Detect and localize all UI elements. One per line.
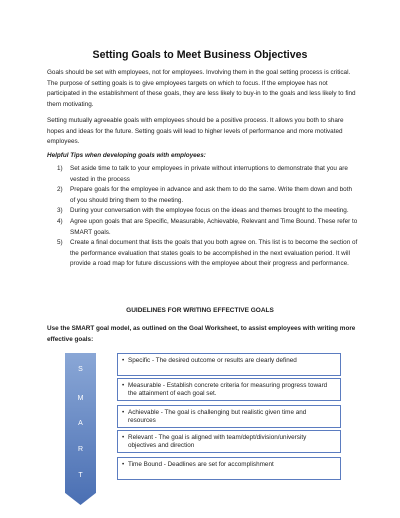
smart-item-text: Relevant - The goal is aligned with team/dept/division/university objectives and direction — [128, 434, 307, 449]
smart-item-text: Achievable - The goal is challenging but realistic given time and resources — [128, 409, 307, 424]
list-text: Create a final document that lists the goals that you both agree on. This list is to become the section of the performance evaluation that states goals to be accomplished in the next evaluation period. It will provide a road map for future discussions with the employee about their progress and performance. — [70, 239, 358, 268]
bullet-icon: • — [122, 434, 125, 441]
list-number: 4) — [57, 217, 63, 225]
list-number: 2) — [57, 186, 63, 194]
list-text: Agree upon goals that are Specific, Measurable, Achievable, Relevant and Time Bound. These refer to SMART goals. — [70, 217, 358, 236]
list-item — [47, 185, 359, 206]
second-paragraph: Setting mutually agreeable goals with employees should be a positive process. It allows you both to share hopes and ideas for the future. Setting goals will lead to higher levels of performance and more motivated employees. — [47, 117, 344, 146]
list-number: 3) — [57, 207, 63, 215]
smart-item-text: Time Bound - Deadlines are set for accomplishment — [128, 461, 274, 468]
list-text: During your conversation with the employee focus on the ideas and themes brought to the meeting. — [70, 207, 349, 215]
list-item — [47, 164, 359, 185]
smart-letter-t: T — [78, 472, 83, 479]
smart-item-measurable — [117, 378, 341, 401]
list-number: 5) — [57, 239, 63, 247]
smart-letter-m: M — [77, 395, 84, 402]
bullet-icon: • — [122, 461, 125, 468]
intro-paragraph: Goals should be set with employees, not for employees. Involving them in the goal setting process is critical. The purpose of setting goals is to give employees targets on which to focus. If the employee has not participated in the establishment of these goals, they are less likely to buy-in to the goals and less likely to find them motivating. — [47, 69, 356, 108]
tips-list — [47, 164, 359, 270]
bullet-icon: • — [122, 357, 125, 364]
bullet-icon: • — [122, 409, 125, 416]
smart-letter-r: R — [77, 446, 84, 453]
list-number: 1) — [57, 165, 63, 172]
page-title: Setting Goals to Meet Business Objectives — [92, 49, 308, 61]
list-text: Prepare goals for the employee in advance and ask them to do the same. Write them down and both of you should bring them to the meeting. — [70, 186, 352, 204]
tips-heading: Helpful Tips when developing goals with employees: — [47, 152, 206, 159]
guidelines-heading: GUIDELINES FOR WRITING EFFECTIVE GOALS — [126, 307, 274, 314]
smart-item-relevant — [117, 430, 341, 453]
smart-intro: Use the SMART goal model, as outlined on the Goal Worksheet, to assist employees with writing more effective goals: — [47, 325, 356, 343]
smart-letter-a: A — [78, 420, 83, 427]
list-item — [47, 206, 359, 217]
smart-item-text: Specific - The desired outcome or results are clearly defined — [128, 357, 297, 364]
smart-item-specific — [117, 353, 341, 376]
list-item — [47, 217, 359, 238]
smart-item-time-bound — [117, 457, 341, 480]
bullet-icon: • — [122, 382, 125, 389]
list-text: Set aside time to talk to your employees in private without interruptions to demonstrate that you are vested in the process — [70, 165, 348, 183]
list-item — [47, 238, 359, 270]
smart-letter-s: S — [78, 366, 83, 373]
smart-item-text: Measurable - Establish concrete criteria for measuring progress toward the attainment of each goal set. — [128, 382, 328, 397]
smart-item-achievable — [117, 405, 341, 428]
smart-arrow-graphic — [65, 353, 96, 505]
